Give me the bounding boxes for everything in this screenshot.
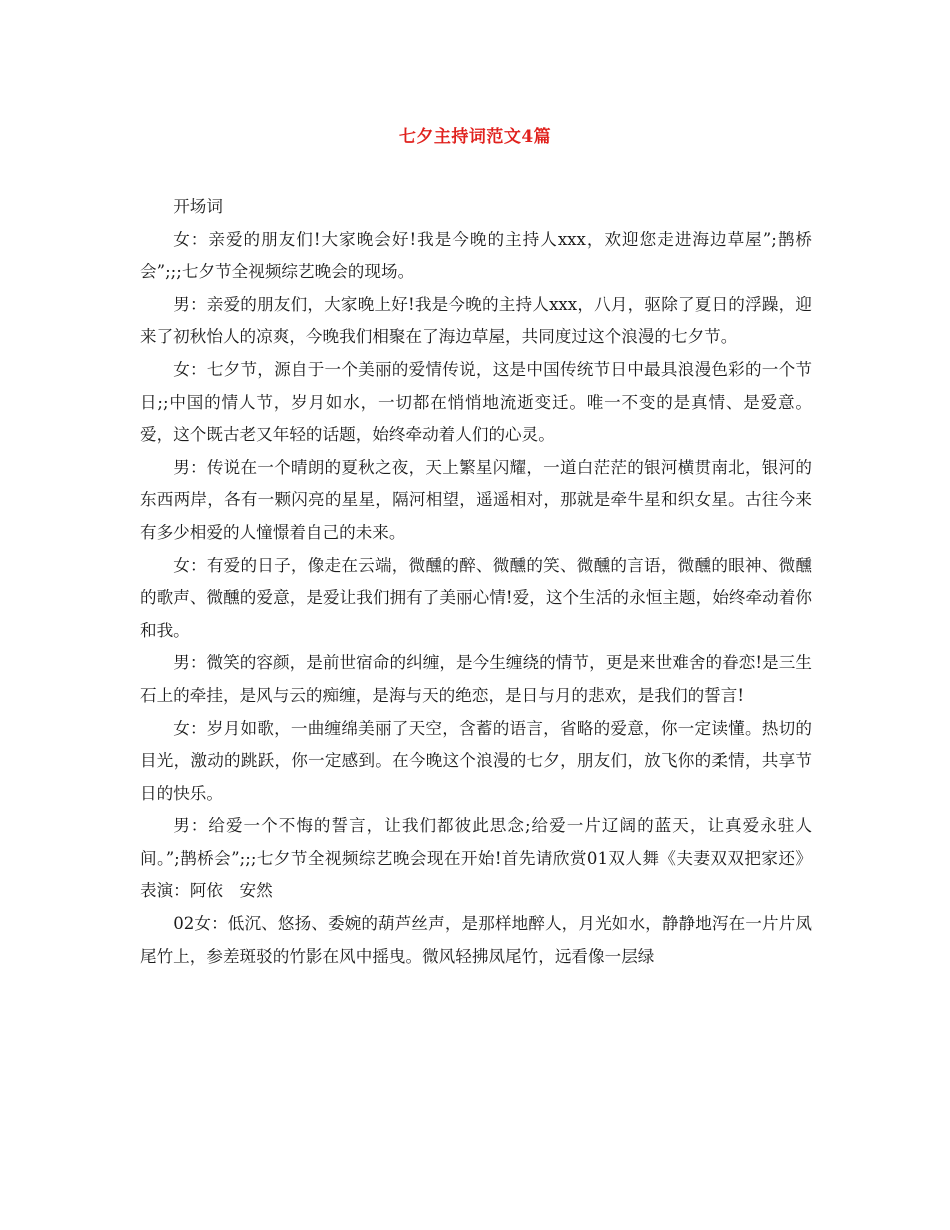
paragraph: 男：微笑的容颜，是前世宿命的纠缠，是今生缠绕的情节，更是来世难舍的眷恋!是三生石上的牵挂，是风与云的痴缠，是海与天的绝恋，是日与月的悲欢，是我们的誓言! — [140, 653, 812, 705]
document-body — [140, 191, 812, 973]
paragraph: 男：给爱一个不悔的誓言，让我们都彼此思念;给爱一片辽阔的蓝天，让真爱永驻人间。”;鹊桥会”;;;七夕节全视频综艺晚会现在开始!首先请欣赏01双人舞《夫妻双双把家还》表演：阿依 安然 — [140, 816, 812, 901]
paragraph-opening: 开场词 — [173, 197, 223, 216]
document-title: 七夕主持词范文4篇 — [398, 127, 552, 147]
paragraph: 女：七夕节，源自于一个美丽的爱情传说，这是中国传统节日中最具浪漫色彩的一个节日;;中国的情人节，岁月如水，一切都在悄悄地流逝变迁。唯一不变的是真情、是爱意。爱，这个既古老又年轻的话题，始终牵动着人们的心灵。 — [140, 359, 812, 445]
paragraph: 02女：低沉、悠扬、委婉的葫芦丝声，是那样地醉人，月光如水，静静地泻在一片片凤尾竹上，参差斑驳的竹影在风中摇曳。微风轻拂凤尾竹，远看像一层绿 — [140, 914, 812, 966]
paragraph: 女：岁月如歌，一曲缠绵美丽了天空，含蓄的语言，省略的爱意，你一定读懂。热切的目光，激动的跳跃，你一定感到。在今晚这个浪漫的七夕，朋友们，放飞你的柔情，共享节日的快乐。 — [140, 718, 812, 803]
paragraph: 男：传说在一个晴朗的夏秋之夜，天上繁星闪耀，一道白茫茫的银河横贯南北，银河的东西两岸，各有一颗闪亮的星星，隔河相望，遥遥相对，那就是牵牛星和织女星。古往今来有多少相爱的人憧憬着自己的未来。 — [140, 457, 812, 542]
paragraph: 男：亲爱的朋友们，大家晚上好!我是今晚的主持人xxx，八月，驱除了夏日的浮躁，迎来了初秋怡人的凉爽，今晚我们相聚在了海边草屋，共同度过这个浪漫的七夕节。 — [140, 294, 812, 347]
paragraph: 女：有爱的日子，像走在云端，微醺的醉、微醺的笑、微醺的言语，微醺的眼神、微醺的歌声、微醺的爱意，是爱让我们拥有了美丽心情!爱，这个生活的永恒主题，始终牵动着你和我。 — [140, 555, 812, 640]
paragraph: 女：亲爱的朋友们!大家晚会好!我是今晚的主持人xxx，欢迎您走进海边草屋”;鹊桥会”;;;七夕节全视频综艺晚会的现场。 — [140, 229, 812, 282]
